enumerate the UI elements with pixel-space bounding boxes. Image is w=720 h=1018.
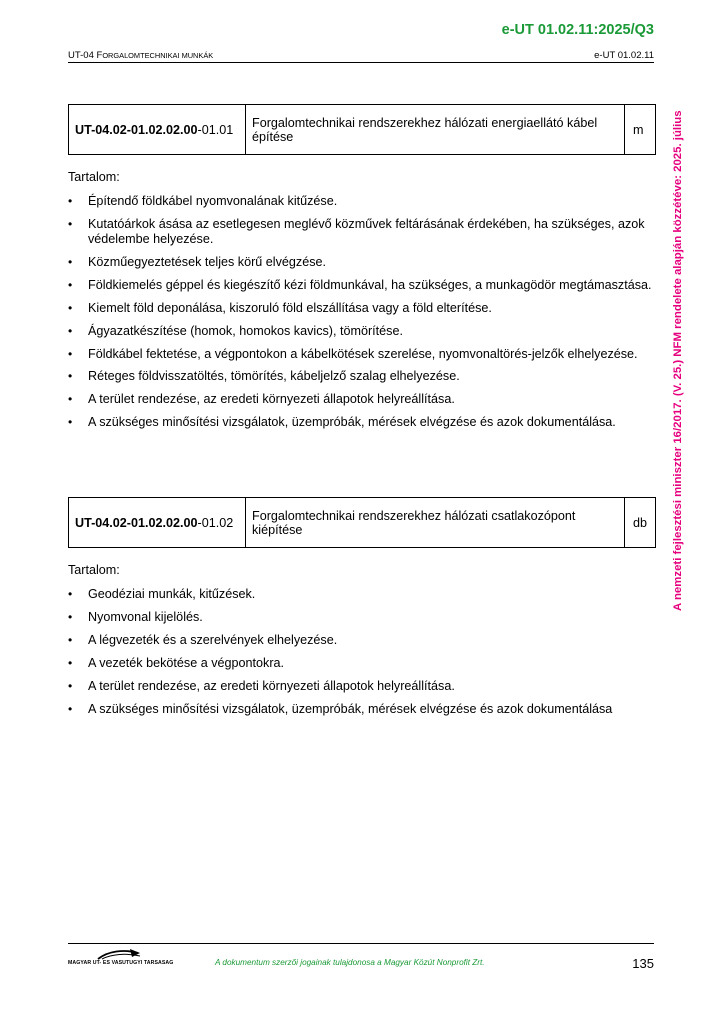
bullet-icon: • — [68, 254, 73, 269]
list-item — [68, 217, 658, 246]
list-item-text: A légvezeték és a szerelvények elhelyezése. — [88, 632, 338, 647]
document-code: e-UT 01.02.11:2025/Q3 — [501, 22, 654, 38]
list-item-text: A terület rendezése, az eredeti környezeti állapotok helyreállítása. — [88, 392, 455, 407]
section-prefix: UT-04 F — [68, 50, 103, 61]
item-table-2 — [68, 497, 656, 548]
list-item — [68, 702, 658, 717]
bullet-icon: • — [68, 216, 73, 231]
section-header — [68, 50, 213, 61]
list-item — [68, 415, 658, 430]
list-item — [68, 347, 658, 362]
bullet-icon: • — [68, 415, 73, 430]
page-number: 135 — [632, 956, 654, 971]
item-code-suffix: -01.02 — [197, 515, 234, 530]
side-publication-note: A nemzeti fejlesztési miniszter 16/2017. (V. 25.) NFM rendelete alapján közzétéve: 2025. július — [672, 110, 684, 612]
list-item-text: A vezeték bekötése a végpontokra. — [88, 655, 285, 670]
list-item — [68, 392, 658, 407]
item-code — [69, 105, 246, 155]
list-item-text: Közműegyeztetések teljes körű elvégzése. — [88, 254, 327, 269]
item-unit: m — [625, 105, 656, 155]
bullet-icon: • — [68, 277, 73, 292]
bullet-icon: • — [68, 632, 73, 647]
bullet-icon: • — [68, 194, 73, 208]
bullet-icon: • — [68, 300, 73, 315]
list-item — [68, 587, 658, 602]
section-title: ORGALOMTECHNIKAI MUNKÁK — [102, 51, 214, 60]
organization-logo-icon — [68, 945, 164, 973]
list-item-text: Építendő földkábel nyomvonalának kitűzése. — [88, 194, 338, 208]
list-item — [68, 324, 658, 339]
list-item-text: A terület rendezése, az eredeti környezeti állapotok helyreállítása. — [88, 678, 455, 693]
item-code-suffix: -01.01 — [197, 122, 234, 137]
item-code-bold: UT-04.02-01.02.02.00 — [75, 515, 198, 530]
bullet-icon: • — [68, 609, 73, 624]
list-item — [68, 278, 658, 293]
item-code-bold: UT-04.02-01.02.02.00 — [75, 122, 198, 137]
list-item — [68, 194, 658, 209]
list-item-text: Geodéziai munkák, kitűzések. — [88, 587, 256, 601]
bullet-icon: • — [68, 701, 73, 716]
list-item-text: Réteges földvisszatöltés, tömörítés, kábeljelző szalag elhelyezése. — [88, 369, 460, 384]
content-list — [68, 194, 658, 438]
content-label: Tartalom: — [68, 170, 120, 184]
list-item — [68, 255, 658, 270]
list-item-text: A szükséges minősítési vizsgálatok, üzempróbák, mérések elvégzése és azok dokumentálása. — [88, 415, 616, 430]
list-item-text: Földkiemelés géppel és kiegészítő kézi földmunkával, ha szükséges, a munkagödör megtámasztása. — [88, 277, 652, 292]
item-table-1 — [68, 104, 656, 155]
list-item-text: Kiemelt föld deponálása, kiszoruló föld elszállítása vagy a föld elterítése. — [88, 300, 492, 315]
logo-text: MAGYAR UT- ES VASUTUGYI TARSASAG — [68, 960, 174, 966]
list-item — [68, 610, 658, 625]
list-item — [68, 369, 658, 384]
item-code — [69, 498, 246, 548]
header-divider — [68, 62, 654, 63]
copyright-note: A dokumentum szerzői jogainak tulajdonosa a Magyar Közút Nonprofit Zrt. — [215, 958, 485, 967]
list-item — [68, 633, 658, 648]
bullet-icon: • — [68, 392, 73, 407]
list-item — [68, 679, 658, 694]
list-item-text: Földkábel fektetése, a végpontokon a kábelkötések szerelése, nyomvonaltörés-jelzők elhelyezése. — [88, 346, 638, 361]
bullet-icon: • — [68, 678, 73, 693]
item-unit: db — [625, 498, 656, 548]
content-label: Tartalom: — [68, 563, 120, 577]
item-title: Forgalomtechnikai rendszerekhez hálózati energiaellátó kábel építése — [246, 105, 625, 155]
footer-divider — [68, 943, 654, 944]
item-title: Forgalomtechnikai rendszerekhez hálózati csatlakozópont kiépítése — [246, 498, 625, 548]
bullet-icon: • — [68, 346, 73, 361]
document-short-code: e-UT 01.02.11 — [594, 50, 654, 61]
list-item — [68, 656, 658, 671]
bullet-icon: • — [68, 323, 73, 338]
bullet-icon: • — [68, 655, 73, 670]
list-item-text: Kutatóárkok ásása az esetlegesen meglévő közművek feltárásának érdekében, ha szükséges, azok védelembe helyezése. — [88, 216, 645, 246]
list-item-text: Ágyazatkészítése (homok, homokos kavics), tömörítése. — [88, 323, 403, 338]
list-item-text: A szükséges minősítési vizsgálatok, üzempróbák, mérések elvégzése és azok dokumentálása — [88, 701, 613, 716]
list-item — [68, 301, 658, 316]
content-list — [68, 587, 658, 725]
list-item-text: Nyomvonal kijelölés. — [88, 609, 203, 624]
bullet-icon: • — [68, 587, 73, 601]
bullet-icon: • — [68, 369, 73, 384]
